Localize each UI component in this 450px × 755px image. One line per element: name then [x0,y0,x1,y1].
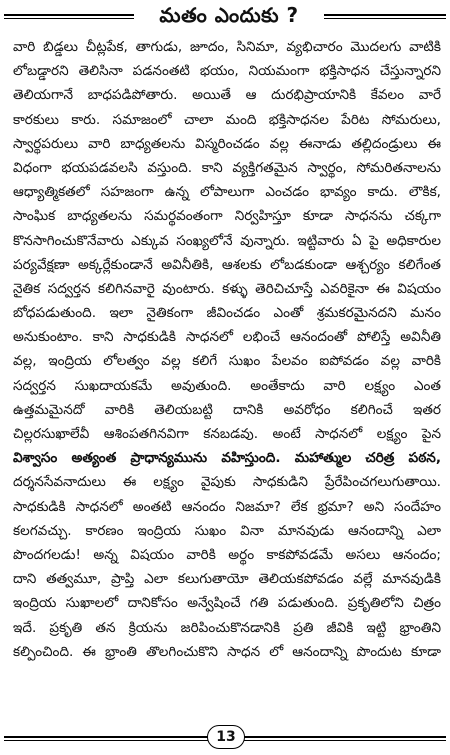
text-line: తెలియగానే బాధపడిపోతారు. అయితే ఆ దురభిప్రాయానికి కేవలం వారే [13,87,441,104]
text-line: వల్ల, ఇంద్రియ లోలత్వం వల్ల కలిగే సుఖం పేలవం ఐపోవడం వల్ల వారికి [13,353,441,370]
text-line: బోధపడుతుంది. ఇలా నైతికంగా జీవించడం ఎంతో శ్రమకరమైనదని మనం [13,305,441,322]
text-line: కొనసాగించుకొనేవారు ఎక్కువ సంఖ్యలోనే వున్నారు. ఇట్టివారు ఏ పై అధికారుల [13,232,441,249]
page-footer [4,724,446,750]
text-line: కల్పించింది. ఈ భ్రాంతి తొలగించుకొని సాధన లో ఆనందాన్ని పొందుట కూడా [13,643,441,660]
page-number: 13 [207,725,245,749]
text-line: దర్శనసేవనాదులు ఈ లక్ష్యం వైపుకు సాధకుడిని ప్రేరేపించగలుగుతాయి. [13,474,441,491]
chapter-title: మతం ఎందుకు ? [134,2,324,28]
text-line: ఉత్తమమైనదో వారికి తెలియబట్టి దానికి అవరోధం కలిగించే ఇతర [13,401,441,418]
text-line: ఇదే. ప్రకృతి తన క్రియను జరిపించుకొనడానికి ప్రతి జీవికి ఇట్టి భ్రాంతిని [13,619,441,636]
text-line: ఇంద్రియ సుఖాలలో దానికోసం అన్వేషించే గతి పడుతుంది. ప్రకృతిలోని చిత్రం [13,595,441,612]
text-line: నైతిక సద్వర్తన కలిగినవారై వుంటారు. కళ్ళు తెరిచిచూస్తే ఎవరికైనా ఈ విషయం [13,280,441,297]
text-line: సాంఘిక బాధ్యతలను సమర్థవంతంగా నిర్వహిస్తూ కూడా సాధనను చక్కగా [13,208,441,225]
page-header [4,2,446,28]
text-line: సద్వర్తన సుఖదాయకమే అవుతుంది. అంతేకాదు వారి లక్ష్యం ఎంత [13,377,441,394]
text-line: ఆధ్యాత్మికతలో సహజంగా ఉన్న లోపాలుగా ఎంచడం భావ్యం కాదు. లౌకిక, [13,184,441,201]
text-line: విధంగా భయపడవలసి వస్తుంది. కాని వ్యక్తిగతమైన స్వార్థం, సోమరితనాలను [13,159,441,176]
body-text [13,35,441,664]
text-line: స్వార్థపరులు వారి బాధ్యతలను విస్మరించడం వల్ల ఈనాడు తల్లిదండ్రులు ఈ [13,135,441,152]
text-line: పొందగలడు! అన్న విషయం వారికి అర్థం కాకపోవడమే అసలు ఆనందం; [13,546,441,563]
text-line: అనుకుంటాం. కాని సాధకుడికి సాధనలో లభించే ఆనందంతో పోలిస్తే అవినీతి [13,329,441,346]
text-line: లోబడ్డారని తెలిసినా పడనంతటి భయం, నియమంగా భక్తిసాధన చేస్తున్నారని [13,63,441,80]
text-line: సాధకుడికి సాధనలో అంతటి ఆనందం నిజమా? లేక భ్రమా? అని సందేహం [13,498,441,515]
text-line: దాని తత్వమూ, ప్రాప్తి ఎలా కలుగుతాయో తెలియకపోవడం వల్లే మానవుడికి [13,571,441,588]
text-line: చిల్లరసుఖాలేవీ ఆశింపతగినవిగా కనబడవు. అంటే సాధనలో లక్ష్యం పైన [13,426,441,442]
text-line: వారి బిడ్డలు చీట్లపేక, తాగుడు, జూదం, సినిమా, వ్యభిచారం మొదలగు వాటికి [13,39,441,55]
text-line: పర్యవేక్షణా అక్కర్లేకుండానే అవినీతికి, ఆశలకు లోబడకుండా ఆశ్చర్యం కలిగేంత [13,256,441,273]
text-line: కారకులు కారు. సమాజంలో చాలా మంది భక్తిసాధనల పేరిట సోమరులు, [13,111,441,128]
text-line-bold: విశ్వాసం అత్యంత ప్రాధాన్యమును వహిస్తుంది. మహాత్ముల చరిత్ర పఠన, [13,450,441,467]
text-line: కలగవచ్చు. కారణం ఇంద్రియ సుఖం వినా మానవుడు ఆనందాన్ని ఎలా [13,522,441,539]
